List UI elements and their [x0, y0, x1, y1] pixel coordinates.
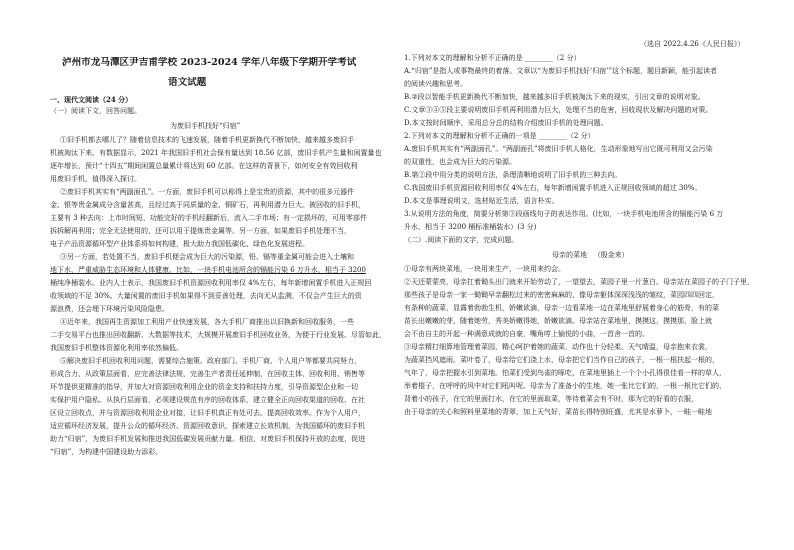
- paragraph-line: ③母亲精打细算地管理着菜园，精心呵护着她的蔬菜，动作也十分轻柔。天气晴温，母亲抱来衣裳，: [404, 343, 712, 351]
- paragraph-line: 源浪费，还会埋下环境污染风险隐患。: [50, 305, 169, 313]
- option-line: B.第②段中用分类的说明方法，条理清晰地说明了旧手机的三种去向。: [404, 171, 622, 179]
- paragraph-line: 助力“归宿”，为废旧手机发展和推进我国低碳发展贡献力量。相信，对废旧手机保持开放的态度，促进: [50, 435, 366, 443]
- paragraph-line: ③另一方面，若处置不当，废旧手机便会成为巨大的污染源，铅、镉等重金属可能会进入土壤和: [60, 253, 354, 261]
- paragraph-line: ①母亲有两块菜地，一块用来生产，一块用来约会。: [404, 265, 565, 273]
- paragraph-line: 收领域的不足 30%。大量闲置的废旧手机如果得不到妥善处理，去向无从监测，不仅会产生巨大的资: [50, 292, 362, 300]
- option-line: C.文章③④⑤段主要说明废旧手机再利用潜力巨大，处理不当的危害，回收现状及解决问题的对策。: [404, 106, 713, 114]
- paragraph-line-underlined: 地下水，严重威胁生态环境和人体健康。比如，一块手机电池所含的镉能污染 6 万升水，相当于 3200: [50, 266, 366, 274]
- paragraph-line: 电子产品资源循环型产业体系将如何构建，极大助力我国低碳化、绿色化发展进程。: [50, 240, 309, 248]
- exam-title: 泸州市龙马潭区尹吉甫学校 2023-2024 学年八年级下学期开学考试: [62, 57, 357, 68]
- article-title: 为废旧手机找好“归宿”: [170, 122, 241, 130]
- option-line: A.废旧手机其实有“两副面孔”。“两副面孔”将废旧手机人格化，生动形象地写出它既可利用又会污染: [404, 145, 713, 153]
- section-heading: 一、现代文阅读（24 分）: [50, 95, 133, 104]
- question-2: 2.下列对本文的理解和分析不正确的一项是 ________（2 分）: [404, 132, 595, 140]
- paragraph-line: 形成合力，从政策层面看，应完善法律法规，完善生产者责任延伸制，在回收主体、回收利用、销售等: [50, 370, 365, 378]
- source-citation: （选自 2022.4.26《人民日报》）: [640, 40, 745, 48]
- paragraph-line: 拆拆解再利用；完全无法使用的，还可以用于提炼贵金属等。另一方面，如果废旧手机处理不当，: [50, 227, 351, 235]
- paragraph-line: 用废旧手机，值得深入探讨。: [50, 175, 141, 183]
- option-line: 的阅读兴趣和思考。: [404, 80, 467, 88]
- paragraph-line: 机被淘汰下来。有数据显示，2021 年我国旧手机社会保有量达到 18.56 亿部，废旧手机产生量和闲置量也: [50, 149, 382, 157]
- article-author: （殷金来）: [593, 251, 629, 259]
- paragraph-line: ①旧手机都去哪儿了？随着信息技术的飞速发展，随着手机更新换代不断加快，越来越多废旧手: [60, 136, 354, 144]
- paragraph-line: 有条种的蔬菜，显露着勃勃生机，娇嫩欲滴，母亲一边看菜地一边在菜地里舒展着身心的筋骨，有的菜: [404, 304, 719, 312]
- right-column: [400, 0, 794, 550]
- paragraph-line: 举着棍子，在呼呼的风中对它们吼叫呢。母亲为了准备小的生地，她一张比它们的，一根一根比它们的，: [404, 382, 726, 390]
- option-line: C.我国废旧手机资源回收利用率仅 4%左右，每年新增闲置手机进入正规回收领域的超过 30%。: [404, 184, 702, 192]
- article-title-text: 母亲的菜地: [552, 251, 587, 259]
- paragraph-line: ②废旧手机其实有“两副面孔”。一方面，废旧手机可以称得上是宝贵的资源，其中的很多元器件: [60, 188, 355, 196]
- question-3: 3.从说明方法的角度，简要分析第③段画线句子的表达作用。(比如，一块手机电池所含的镉能污染 6 万: [404, 210, 724, 218]
- option-line: D.本文按时间顺序，采用总分总的结构介绍废旧手机的处理问题。: [404, 119, 608, 127]
- question-1: 1.下列对本文的理解和分析不正确的是 ________（2 分）: [404, 54, 581, 62]
- paragraph-line: 由于母亲的关心和照料里菜地的青翠，加上天气好，菜苗长得特别旺盛，尤其是水萝卜，一畦一畦地: [404, 408, 712, 416]
- paragraph-line: 那些孩子是母亲一家一锄锄早亲翻松过来的密密麻麻的，像母亲躯体深深浅浅的皱纹，菜园四四回定，: [404, 291, 719, 299]
- paragraph-line: 背着小的孩子，在它的里面打水，在它的里面取菜，等待着菜会有不时，那为它的好看的衣服，: [404, 395, 698, 403]
- paragraph-line: 桶纯净桶装水。业内人士表示，我国废旧手机资源回收利用率仅 4%左右，每年新增闲置手机进入正规回: [50, 279, 372, 287]
- question-3-cont: 升水，相当于 3200 桶标准桶装水）(3 分): [404, 223, 537, 231]
- paragraph-line: 逐年增长，预计“十四五”期间闲置总量累计将达到 60 亿部。在这样的背景下，如何安全有效回收利: [50, 162, 358, 170]
- paragraph-line: ②天还蒙蒙亮，母亲扛着锄头出门就来开始劳动了，一望望去，菜园子里一片葱白。母亲站在菜园子的子门子里，: [404, 278, 754, 286]
- paragraph-line: 我国废旧手机整体资源化利用率依然偏低。: [50, 344, 183, 352]
- paragraph-line: 气年了，母亲把握水引到菜地。怕菜们受到鸟雀的啄吃，在菜地里插上一个个小孔得很佳看一样的草人，: [404, 369, 726, 377]
- paragraph-line: 二手交易平台也推出回收翻新、大数据等技术，大规模开展废旧手机回收业务，为便于行业发展。尽管如此，: [50, 331, 386, 339]
- paragraph-line: 苗长出嫩嫩的芽，随着她劳，秀美娇嫩得她，娇嫩欲滴。母亲站在菜地里，摸摸这，摸摸那，脸上就: [404, 317, 712, 325]
- paragraph-line: 主要有 3 种去向：上市时间短、功能完好的手机经翻新后，流入二手市场；有一定损坏的，可用零部件: [50, 214, 367, 222]
- paragraph-line: 会不由自主的开起一种满意成就的自豪，嘴角哼上愉悦的小曲，一首舍一首的。: [404, 330, 649, 338]
- paragraph-line: 适应循环经济发展，提升公众的循环经济、资源回收意识，探索建立长效机制，为我国循环的废旧手机: [50, 422, 365, 430]
- option-line: A.“归宿”是指人或事物最终的着落。文章以“为废旧手机找好‘归宿’”这个标题，题目新颖，能引起读者: [404, 67, 718, 75]
- option-line: 的双重性，也会成为巨大的污染源。: [404, 158, 516, 166]
- section-instruction: （一）阅读下文，回答问题。: [50, 107, 141, 115]
- article-title: [552, 251, 629, 260]
- paragraph-line: “归宿”，为构建中国建设助力添彩。: [50, 448, 163, 456]
- paragraph-line: 金、银等贵金属成分含量甚高，且经过高于同质量的金、铜矿石，再利用潜力巨大。被回收的旧手机，: [50, 201, 365, 209]
- paragraph-line: 实保护用户隐私。从执行层面看，必须建设规范有序的回收体系，建立健全正向回收渠道的回收、在社: [50, 396, 365, 404]
- paragraph-line: ⑤解决废旧手机回收利用问题，需要综合施策。政府部门、手机厂商、个人用户等都要共同努力，: [60, 357, 361, 365]
- paragraph-line: ④近年来，我国再生资源加工利用产业快速发展，各大手机厂商推出以旧换新和回收服务，一些: [60, 318, 354, 326]
- option-line: B.②段以智能手机更新换代不断加快，越来越多旧手机被淘汰下来的现实，引出文章的说明对象。: [404, 93, 705, 101]
- section-heading: （二）.阅读下面的文字，完成问题。: [404, 236, 519, 244]
- paragraph-line: 为蔬菜挡风遮雨。菜叶卷了，母亲给它们浇上水，母亲把它们当作自己的孩子，一根一根扶起一根的，: [404, 356, 719, 364]
- paragraph-line: 环节提供更精准的指导，并加大对资源回收利用企业的资金支持和扶持力度，引导资源型企业和一切: [50, 383, 358, 391]
- exam-subtitle: 语文试题: [168, 77, 207, 88]
- paragraph-line: 区设立回收点，并与资源回收利用企业对接，让旧手机真正有处可去。提高回收效率。作为个人用户，: [50, 409, 365, 417]
- option-line: D.本文是事理说明文，选材贴近生活，语言朴实。: [404, 197, 559, 205]
